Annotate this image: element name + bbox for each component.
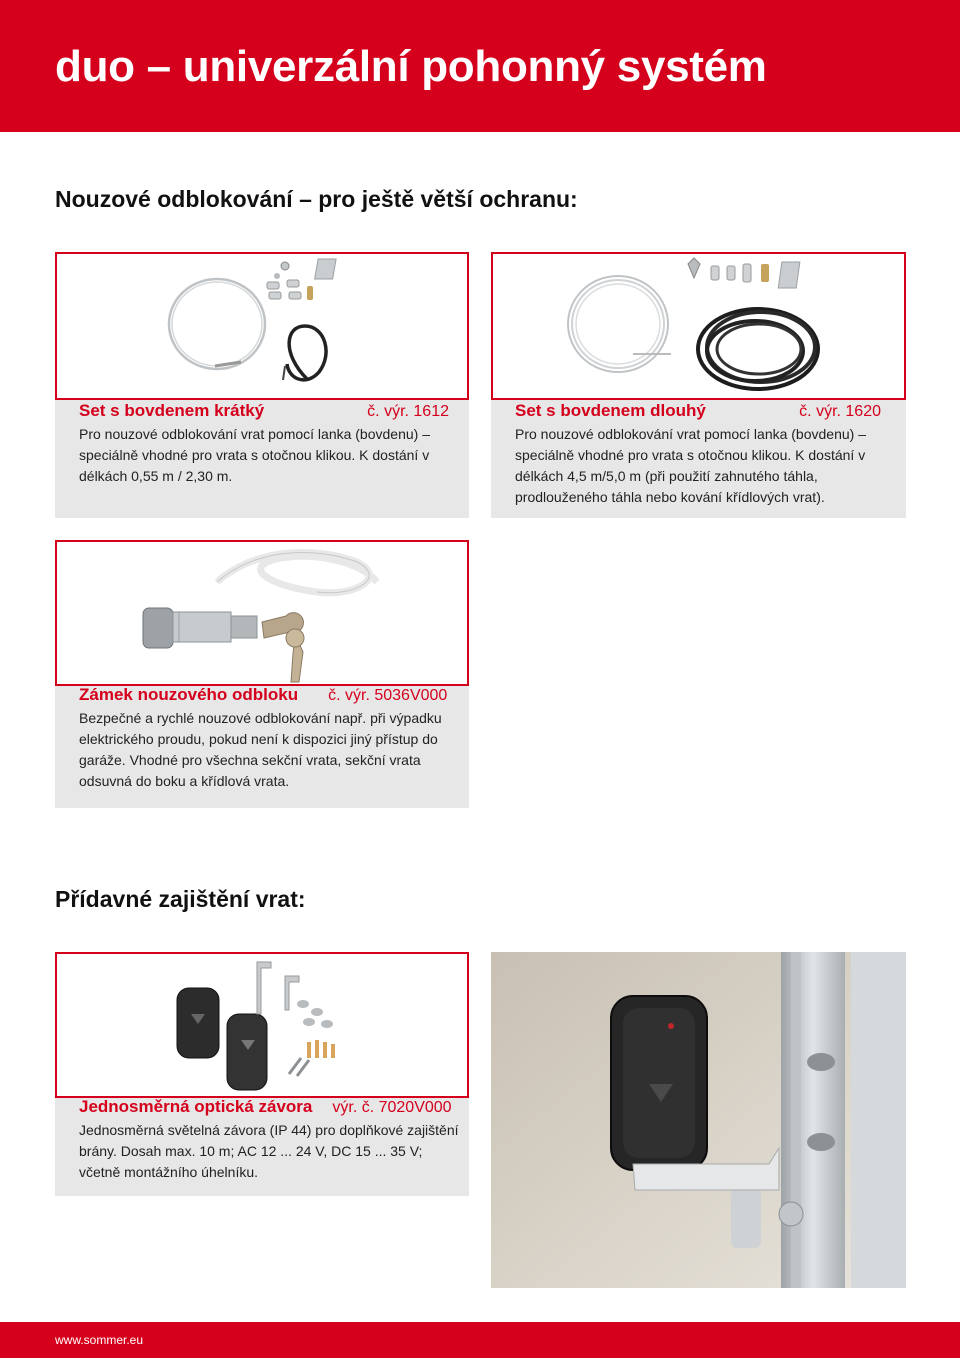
product-card-emergency-lock: [55, 540, 469, 808]
lock-and-rope-illustration: [57, 542, 467, 684]
product-title-row: [79, 1096, 452, 1120]
product-name: Zámek nouzového odbloku: [79, 685, 299, 704]
product-order-number: č. výr. 5036V000: [328, 687, 448, 704]
page-title: duo – univerzální pohonný systém: [55, 42, 767, 91]
footer-website-link[interactable]: www.sommer.eu: [55, 1333, 144, 1347]
product-title-row: [515, 400, 881, 424]
product-description: Jednosměrná světelná závora (IP 44) pro doplňkové zajištění brány. Dosah max. 10 m; AC 12 ... 24 V, DC 15 ... 35 V; včetně montážního úhelníku.: [79, 1122, 459, 1180]
product-order-number: č. výr. 1612: [367, 403, 449, 420]
product-order-number: č. výr. 1620: [799, 403, 881, 420]
section-heading-security: Přídavné zajištění vrat:: [55, 886, 306, 912]
footer-band: [0, 1322, 960, 1358]
product-description: Pro nouzové odblokování vrat pomocí lanka (bovdenu) – speciálně vhodné pro vrata s otočnou klikou. K dostání v délkách 0,55 m / 2,30 m.: [79, 426, 430, 484]
product-card-bowden-long: [491, 252, 906, 518]
product-image-bowden-long: [491, 252, 906, 400]
product-name: Set s bovdenem krátký: [79, 401, 265, 420]
product-description: Pro nouzové odblokování vrat pomocí lanka (bovdenu) – speciálně vhodné pro vrata s otočnou klikou. K dostání v délkách 4,5 m/5,0 m (při použití zahnutého táhla, prodlouženého táhla nebo kování křídlových vrat).: [515, 426, 866, 505]
product-image-photo-eye: [55, 952, 469, 1098]
product-card-photo-eye: [55, 952, 469, 1196]
photo-eye-installation-photo: [491, 952, 906, 1288]
bowden-cable-long-illustration: [493, 254, 904, 398]
header-band: [0, 0, 960, 132]
bowden-cable-short-illustration: [57, 254, 467, 398]
product-name: Jednosměrná optická závora: [79, 1097, 313, 1116]
product-image-emergency-lock: [55, 540, 469, 686]
product-title-row: [79, 684, 448, 708]
installation-illustration: [491, 952, 906, 1288]
product-description: Bezpečné a rychlé nouzové odblokování např. při výpadku elektrického proudu, pokud není k dispozici jiný přístup do garáže. Vhodné pro všechna sekční vrata, sekční vrata odsuvná do boku a křídlová vrata.: [79, 710, 442, 789]
product-order-number: výr. č. 7020V000: [332, 1099, 452, 1116]
photo-eye-illustration: [57, 954, 467, 1096]
product-title-row: [79, 400, 449, 424]
product-card-bowden-short: [55, 252, 469, 518]
section-heading-emergency: Nouzové odblokování – pro ještě větší ochranu:: [55, 186, 578, 212]
product-name: Set s bovdenem dlouhý: [515, 401, 706, 420]
product-image-bowden-short: [55, 252, 469, 400]
